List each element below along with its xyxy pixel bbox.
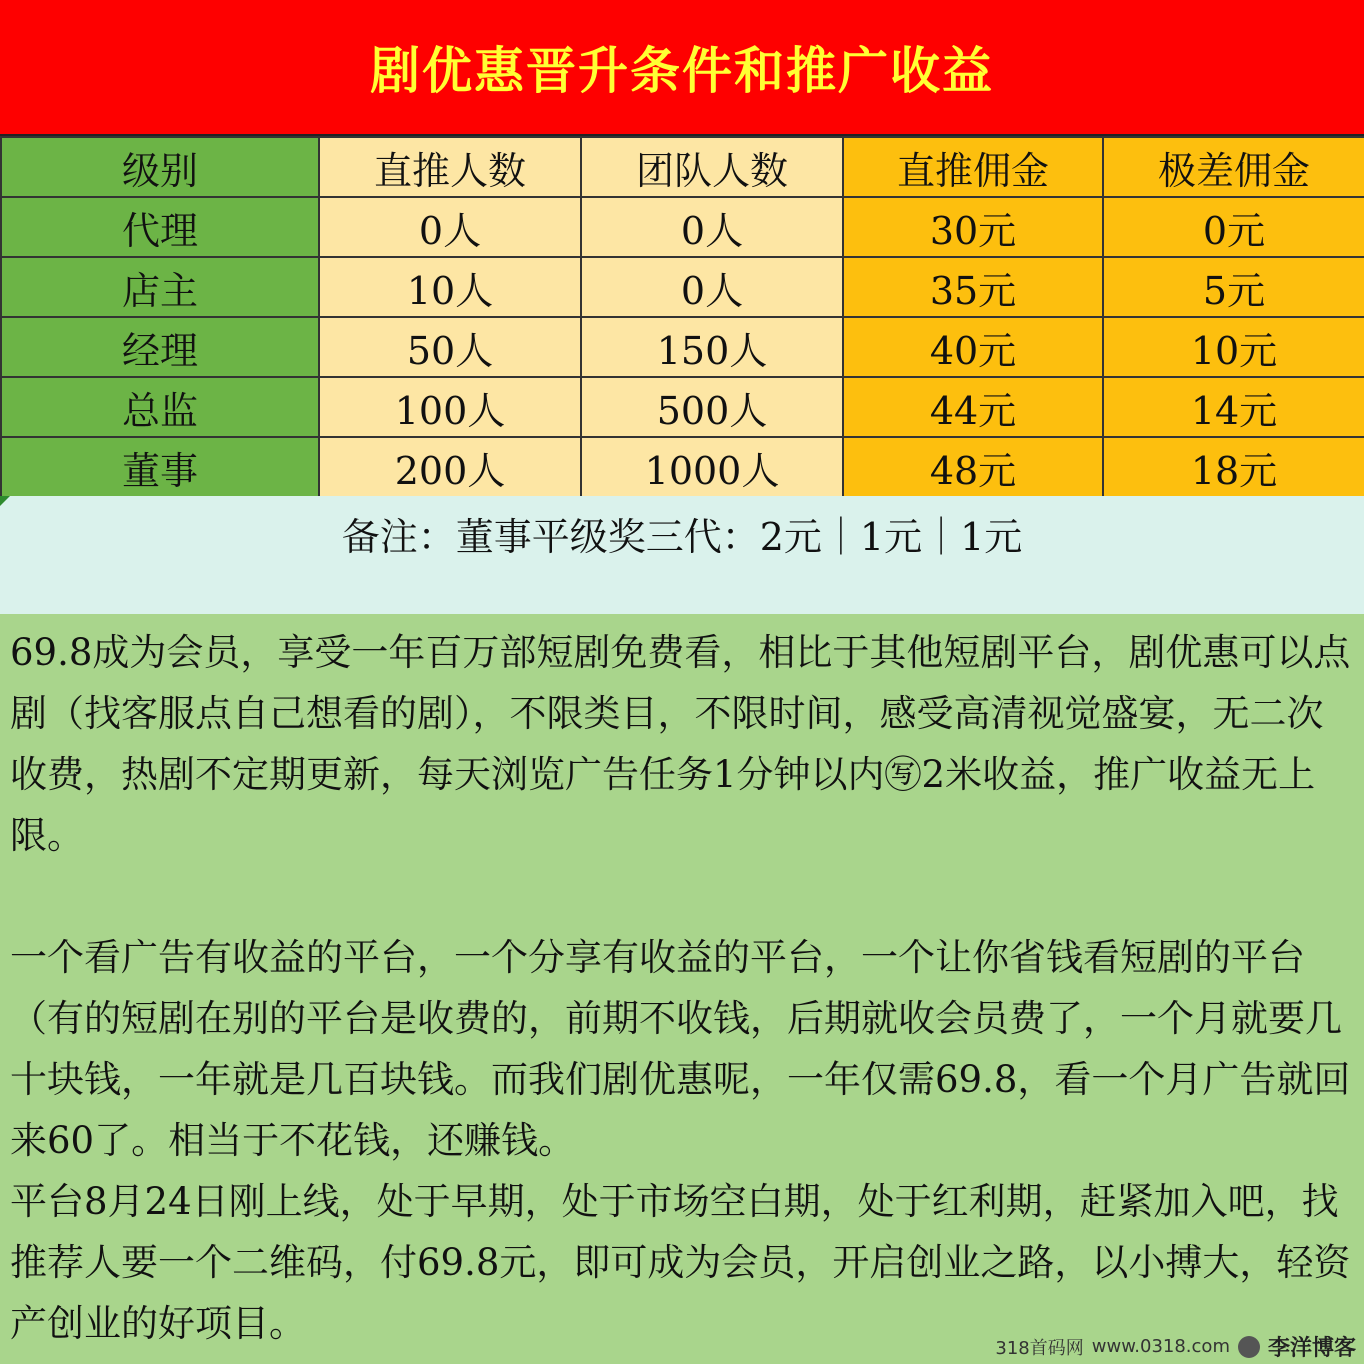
description [10, 622, 1356, 1354]
team-count-cell: 0人 [581, 197, 843, 257]
team-count-cell: 500人 [581, 377, 843, 437]
team-count-cell: 0人 [581, 257, 843, 317]
level-cell: 店主 [1, 257, 319, 317]
watermark-site: 318首码网 [995, 1337, 1084, 1359]
table-row [1, 377, 1364, 437]
direct-count-cell: 0人 [319, 197, 581, 257]
header-direct-commission: 直推佣金 [843, 137, 1103, 197]
level-cell: 代理 [1, 197, 319, 257]
header-team-count: 团队人数 [581, 137, 843, 197]
direct-count-cell: 10人 [319, 257, 581, 317]
diff-commission-cell: 5元 [1103, 257, 1364, 317]
watermark [995, 1331, 1356, 1362]
diff-commission-cell: 0元 [1103, 197, 1364, 257]
level-cell: 总监 [1, 377, 319, 437]
watermark-brand: 李洋博客 [1267, 1336, 1356, 1361]
table-header-row [1, 137, 1364, 197]
blog-logo-icon [1238, 1336, 1260, 1358]
header-level: 级别 [1, 137, 319, 197]
direct-commission-cell: 44元 [843, 377, 1103, 437]
level-cell: 经理 [1, 317, 319, 377]
diff-commission-cell: 14元 [1103, 377, 1364, 437]
watermark-url: www.0318.com [1091, 1336, 1230, 1357]
paragraph-membership: 69.8成为会员，享受一年百万部短剧免费看，相比于其他短剧平台，剧优惠可以点剧（找客服点自己想看的剧），不限类目，不限时间，感受高清视觉盛宴，无二次收费，热剧不定期更新，每天浏览广告任务1分钟以内㊢2米收益，推广收益无上限。 [10, 631, 1351, 857]
team-count-cell: 1000人 [581, 437, 843, 497]
paragraph-platform: 一个看广告有收益的平台，一个分享有收益的平台，一个让你省钱看短剧的平台（有的短剧在别的平台是收费的，前期不收钱，后期就收会员费了，一个月就要几十块钱，一年就是几百块钱。而我们剧优惠呢，一年仅需69.8，看一个月广告就回来60了。相当于不花钱，还赚钱。 [10, 936, 1351, 1162]
header-direct-count: 直推人数 [319, 137, 581, 197]
level-table [0, 136, 1364, 498]
table-row [1, 257, 1364, 317]
note-text: 备注：董事平级奖三代：2元｜1元｜1元 [341, 515, 1023, 559]
direct-count-cell: 200人 [319, 437, 581, 497]
direct-commission-cell: 35元 [843, 257, 1103, 317]
team-count-cell: 150人 [581, 317, 843, 377]
table-row [1, 197, 1364, 257]
page-title: 剧优惠晋升条件和推广收益 [370, 42, 994, 100]
table-row [1, 437, 1364, 497]
cell-marker-icon [0, 496, 10, 506]
header-diff-commission: 极差佣金 [1103, 137, 1364, 197]
direct-commission-cell: 30元 [843, 197, 1103, 257]
direct-count-cell: 50人 [319, 317, 581, 377]
level-cell: 董事 [1, 437, 319, 497]
title-banner [0, 0, 1364, 136]
direct-commission-cell: 40元 [843, 317, 1103, 377]
direct-commission-cell: 48元 [843, 437, 1103, 497]
diff-commission-cell: 18元 [1103, 437, 1364, 497]
note-section [0, 496, 1364, 614]
direct-count-cell: 100人 [319, 377, 581, 437]
diff-commission-cell: 10元 [1103, 317, 1364, 377]
paragraph-launch: 平台8月24日刚上线，处于早期，处于市场空白期，处于红利期，赶紧加入吧，找推荐人要一个二维码，付69.8元，即可成为会员，开启创业之路，以小搏大，轻资产创业的好项目。 [10, 1180, 1351, 1345]
table-row [1, 317, 1364, 377]
